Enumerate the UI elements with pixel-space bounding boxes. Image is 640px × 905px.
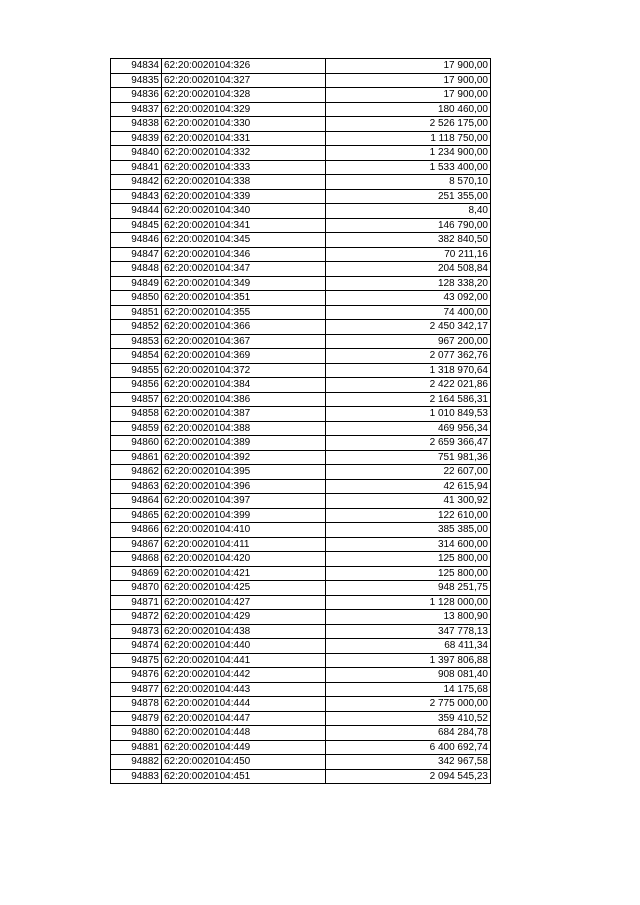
cadastral-number-cell: 62:20:0020104:345 (162, 233, 326, 248)
value-cell: 342 967,58 (326, 755, 491, 770)
table-row (111, 465, 491, 480)
row-id-cell: 94880 (111, 726, 162, 741)
table-row (111, 450, 491, 465)
table-row (111, 726, 491, 741)
cadastral-number-cell: 62:20:0020104:444 (162, 697, 326, 712)
row-id-cell: 94836 (111, 88, 162, 103)
cadastral-value-table (110, 58, 491, 784)
table-row (111, 697, 491, 712)
value-cell: 6 400 692,74 (326, 740, 491, 755)
table-row (111, 305, 491, 320)
value-cell: 469 956,34 (326, 421, 491, 436)
value-cell: 8,40 (326, 204, 491, 219)
cadastral-number-cell: 62:20:0020104:372 (162, 363, 326, 378)
cadastral-number-cell: 62:20:0020104:384 (162, 378, 326, 393)
cadastral-number-cell: 62:20:0020104:438 (162, 624, 326, 639)
row-id-cell: 94870 (111, 581, 162, 596)
table-row (111, 175, 491, 190)
value-cell: 2 526 175,00 (326, 117, 491, 132)
row-id-cell: 94855 (111, 363, 162, 378)
cadastral-number-cell: 62:20:0020104:338 (162, 175, 326, 190)
cadastral-number-cell: 62:20:0020104:410 (162, 523, 326, 538)
table-row (111, 624, 491, 639)
value-cell: 314 600,00 (326, 537, 491, 552)
cadastral-number-cell: 62:20:0020104:442 (162, 668, 326, 683)
cadastral-number-cell: 62:20:0020104:387 (162, 407, 326, 422)
table-row (111, 653, 491, 668)
value-cell: 68 411,34 (326, 639, 491, 654)
row-id-cell: 94853 (111, 334, 162, 349)
cadastral-number-cell: 62:20:0020104:346 (162, 247, 326, 262)
row-id-cell: 94878 (111, 697, 162, 712)
cadastral-number-cell: 62:20:0020104:399 (162, 508, 326, 523)
value-cell: 74 400,00 (326, 305, 491, 320)
cadastral-number-cell: 62:20:0020104:427 (162, 595, 326, 610)
value-cell: 359 410,52 (326, 711, 491, 726)
table-row (111, 537, 491, 552)
value-cell: 180 460,00 (326, 102, 491, 117)
value-cell: 128 338,20 (326, 276, 491, 291)
table-row (111, 73, 491, 88)
cadastral-number-cell: 62:20:0020104:449 (162, 740, 326, 755)
row-id-cell: 94877 (111, 682, 162, 697)
value-cell: 122 610,00 (326, 508, 491, 523)
value-cell: 251 355,00 (326, 189, 491, 204)
table-row (111, 711, 491, 726)
table-row (111, 59, 491, 74)
table-row (111, 407, 491, 422)
value-cell: 684 284,78 (326, 726, 491, 741)
cadastral-number-cell: 62:20:0020104:397 (162, 494, 326, 509)
table-row (111, 276, 491, 291)
table-row (111, 523, 491, 538)
value-cell: 948 251,75 (326, 581, 491, 596)
row-id-cell: 94851 (111, 305, 162, 320)
row-id-cell: 94852 (111, 320, 162, 335)
row-id-cell: 94868 (111, 552, 162, 567)
table-row (111, 160, 491, 175)
row-id-cell: 94848 (111, 262, 162, 277)
cadastral-number-cell: 62:20:0020104:347 (162, 262, 326, 277)
value-cell: 17 900,00 (326, 73, 491, 88)
value-cell: 2 775 000,00 (326, 697, 491, 712)
value-cell: 1 010 849,53 (326, 407, 491, 422)
table-row (111, 392, 491, 407)
table-row (111, 218, 491, 233)
row-id-cell: 94835 (111, 73, 162, 88)
cadastral-number-cell: 62:20:0020104:388 (162, 421, 326, 436)
cadastral-number-cell: 62:20:0020104:340 (162, 204, 326, 219)
table-row (111, 421, 491, 436)
cadastral-number-cell: 62:20:0020104:369 (162, 349, 326, 364)
table-row (111, 668, 491, 683)
table-row (111, 639, 491, 654)
table-row (111, 334, 491, 349)
cadastral-number-cell: 62:20:0020104:440 (162, 639, 326, 654)
cadastral-number-cell: 62:20:0020104:389 (162, 436, 326, 451)
table-row (111, 131, 491, 146)
cadastral-number-cell: 62:20:0020104:341 (162, 218, 326, 233)
row-id-cell: 94834 (111, 59, 162, 74)
table-row (111, 291, 491, 306)
value-cell: 43 092,00 (326, 291, 491, 306)
value-cell: 42 615,94 (326, 479, 491, 494)
value-cell: 2 094 545,23 (326, 769, 491, 784)
cadastral-number-cell: 62:20:0020104:333 (162, 160, 326, 175)
value-cell: 967 200,00 (326, 334, 491, 349)
row-id-cell: 94876 (111, 668, 162, 683)
row-id-cell: 94844 (111, 204, 162, 219)
value-cell: 17 900,00 (326, 88, 491, 103)
table-row (111, 320, 491, 335)
value-cell: 1 234 900,00 (326, 146, 491, 161)
cadastral-number-cell: 62:20:0020104:420 (162, 552, 326, 567)
value-cell: 2 659 366,47 (326, 436, 491, 451)
table-row (111, 189, 491, 204)
cadastral-number-cell: 62:20:0020104:351 (162, 291, 326, 306)
value-cell: 2 450 342,17 (326, 320, 491, 335)
row-id-cell: 94859 (111, 421, 162, 436)
table-body (111, 59, 491, 784)
cadastral-number-cell: 62:20:0020104:421 (162, 566, 326, 581)
table-row (111, 508, 491, 523)
row-id-cell: 94841 (111, 160, 162, 175)
table-row (111, 552, 491, 567)
cadastral-number-cell: 62:20:0020104:330 (162, 117, 326, 132)
row-id-cell: 94854 (111, 349, 162, 364)
cadastral-number-cell: 62:20:0020104:326 (162, 59, 326, 74)
row-id-cell: 94869 (111, 566, 162, 581)
value-cell: 2 422 021,86 (326, 378, 491, 393)
cadastral-number-cell: 62:20:0020104:339 (162, 189, 326, 204)
row-id-cell: 94838 (111, 117, 162, 132)
row-id-cell: 94865 (111, 508, 162, 523)
row-id-cell: 94840 (111, 146, 162, 161)
row-id-cell: 94874 (111, 639, 162, 654)
row-id-cell: 94881 (111, 740, 162, 755)
row-id-cell: 94856 (111, 378, 162, 393)
table-row (111, 581, 491, 596)
cadastral-number-cell: 62:20:0020104:349 (162, 276, 326, 291)
cadastral-number-cell: 62:20:0020104:448 (162, 726, 326, 741)
table-row (111, 494, 491, 509)
row-id-cell: 94875 (111, 653, 162, 668)
value-cell: 1 397 806,88 (326, 653, 491, 668)
value-cell: 1 118 750,00 (326, 131, 491, 146)
row-id-cell: 94879 (111, 711, 162, 726)
row-id-cell: 94860 (111, 436, 162, 451)
row-id-cell: 94863 (111, 479, 162, 494)
cadastral-number-cell: 62:20:0020104:367 (162, 334, 326, 349)
cadastral-number-cell: 62:20:0020104:450 (162, 755, 326, 770)
value-cell: 751 981,36 (326, 450, 491, 465)
cadastral-number-cell: 62:20:0020104:331 (162, 131, 326, 146)
value-cell: 125 800,00 (326, 552, 491, 567)
value-cell: 1 533 400,00 (326, 160, 491, 175)
value-cell: 204 508,84 (326, 262, 491, 277)
table-row (111, 755, 491, 770)
cadastral-number-cell: 62:20:0020104:411 (162, 537, 326, 552)
table-row (111, 117, 491, 132)
value-cell: 14 175,68 (326, 682, 491, 697)
table-row (111, 566, 491, 581)
cadastral-number-cell: 62:20:0020104:451 (162, 769, 326, 784)
value-cell: 382 840,50 (326, 233, 491, 248)
table-row (111, 102, 491, 117)
table-row (111, 233, 491, 248)
row-id-cell: 94882 (111, 755, 162, 770)
value-cell: 146 790,00 (326, 218, 491, 233)
row-id-cell: 94842 (111, 175, 162, 190)
value-cell: 2 077 362,76 (326, 349, 491, 364)
value-cell: 41 300,92 (326, 494, 491, 509)
row-id-cell: 94849 (111, 276, 162, 291)
row-id-cell: 94861 (111, 450, 162, 465)
row-id-cell: 94864 (111, 494, 162, 509)
table-row (111, 769, 491, 784)
table-row (111, 682, 491, 697)
cadastral-number-cell: 62:20:0020104:332 (162, 146, 326, 161)
table-row (111, 595, 491, 610)
cadastral-number-cell: 62:20:0020104:392 (162, 450, 326, 465)
value-cell: 70 211,16 (326, 247, 491, 262)
table-row (111, 479, 491, 494)
row-id-cell: 94858 (111, 407, 162, 422)
value-cell: 1 128 000,00 (326, 595, 491, 610)
value-cell: 2 164 586,31 (326, 392, 491, 407)
row-id-cell: 94872 (111, 610, 162, 625)
value-cell: 17 900,00 (326, 59, 491, 74)
table-row (111, 88, 491, 103)
table-row (111, 363, 491, 378)
cadastral-number-cell: 62:20:0020104:396 (162, 479, 326, 494)
table-row (111, 146, 491, 161)
table-row (111, 349, 491, 364)
table-row (111, 436, 491, 451)
cadastral-number-cell: 62:20:0020104:355 (162, 305, 326, 320)
value-cell: 1 318 970,64 (326, 363, 491, 378)
table-row (111, 378, 491, 393)
value-cell: 22 607,00 (326, 465, 491, 480)
cadastral-number-cell: 62:20:0020104:441 (162, 653, 326, 668)
value-cell: 13 800,90 (326, 610, 491, 625)
cadastral-number-cell: 62:20:0020104:447 (162, 711, 326, 726)
cadastral-number-cell: 62:20:0020104:329 (162, 102, 326, 117)
row-id-cell: 94883 (111, 769, 162, 784)
row-id-cell: 94843 (111, 189, 162, 204)
cadastral-number-cell: 62:20:0020104:328 (162, 88, 326, 103)
table-row (111, 262, 491, 277)
cadastral-number-cell: 62:20:0020104:327 (162, 73, 326, 88)
row-id-cell: 94867 (111, 537, 162, 552)
value-cell: 125 800,00 (326, 566, 491, 581)
row-id-cell: 94871 (111, 595, 162, 610)
table-row (111, 247, 491, 262)
row-id-cell: 94866 (111, 523, 162, 538)
row-id-cell: 94850 (111, 291, 162, 306)
row-id-cell: 94837 (111, 102, 162, 117)
table-row (111, 204, 491, 219)
value-cell: 8 570,10 (326, 175, 491, 190)
value-cell: 347 778,13 (326, 624, 491, 639)
cadastral-number-cell: 62:20:0020104:386 (162, 392, 326, 407)
table-row (111, 740, 491, 755)
value-cell: 908 081,40 (326, 668, 491, 683)
value-cell: 385 385,00 (326, 523, 491, 538)
row-id-cell: 94839 (111, 131, 162, 146)
row-id-cell: 94847 (111, 247, 162, 262)
row-id-cell: 94845 (111, 218, 162, 233)
table-row (111, 610, 491, 625)
cadastral-number-cell: 62:20:0020104:425 (162, 581, 326, 596)
cadastral-number-cell: 62:20:0020104:443 (162, 682, 326, 697)
row-id-cell: 94846 (111, 233, 162, 248)
cadastral-number-cell: 62:20:0020104:366 (162, 320, 326, 335)
row-id-cell: 94873 (111, 624, 162, 639)
cadastral-number-cell: 62:20:0020104:429 (162, 610, 326, 625)
row-id-cell: 94862 (111, 465, 162, 480)
cadastral-number-cell: 62:20:0020104:395 (162, 465, 326, 480)
row-id-cell: 94857 (111, 392, 162, 407)
